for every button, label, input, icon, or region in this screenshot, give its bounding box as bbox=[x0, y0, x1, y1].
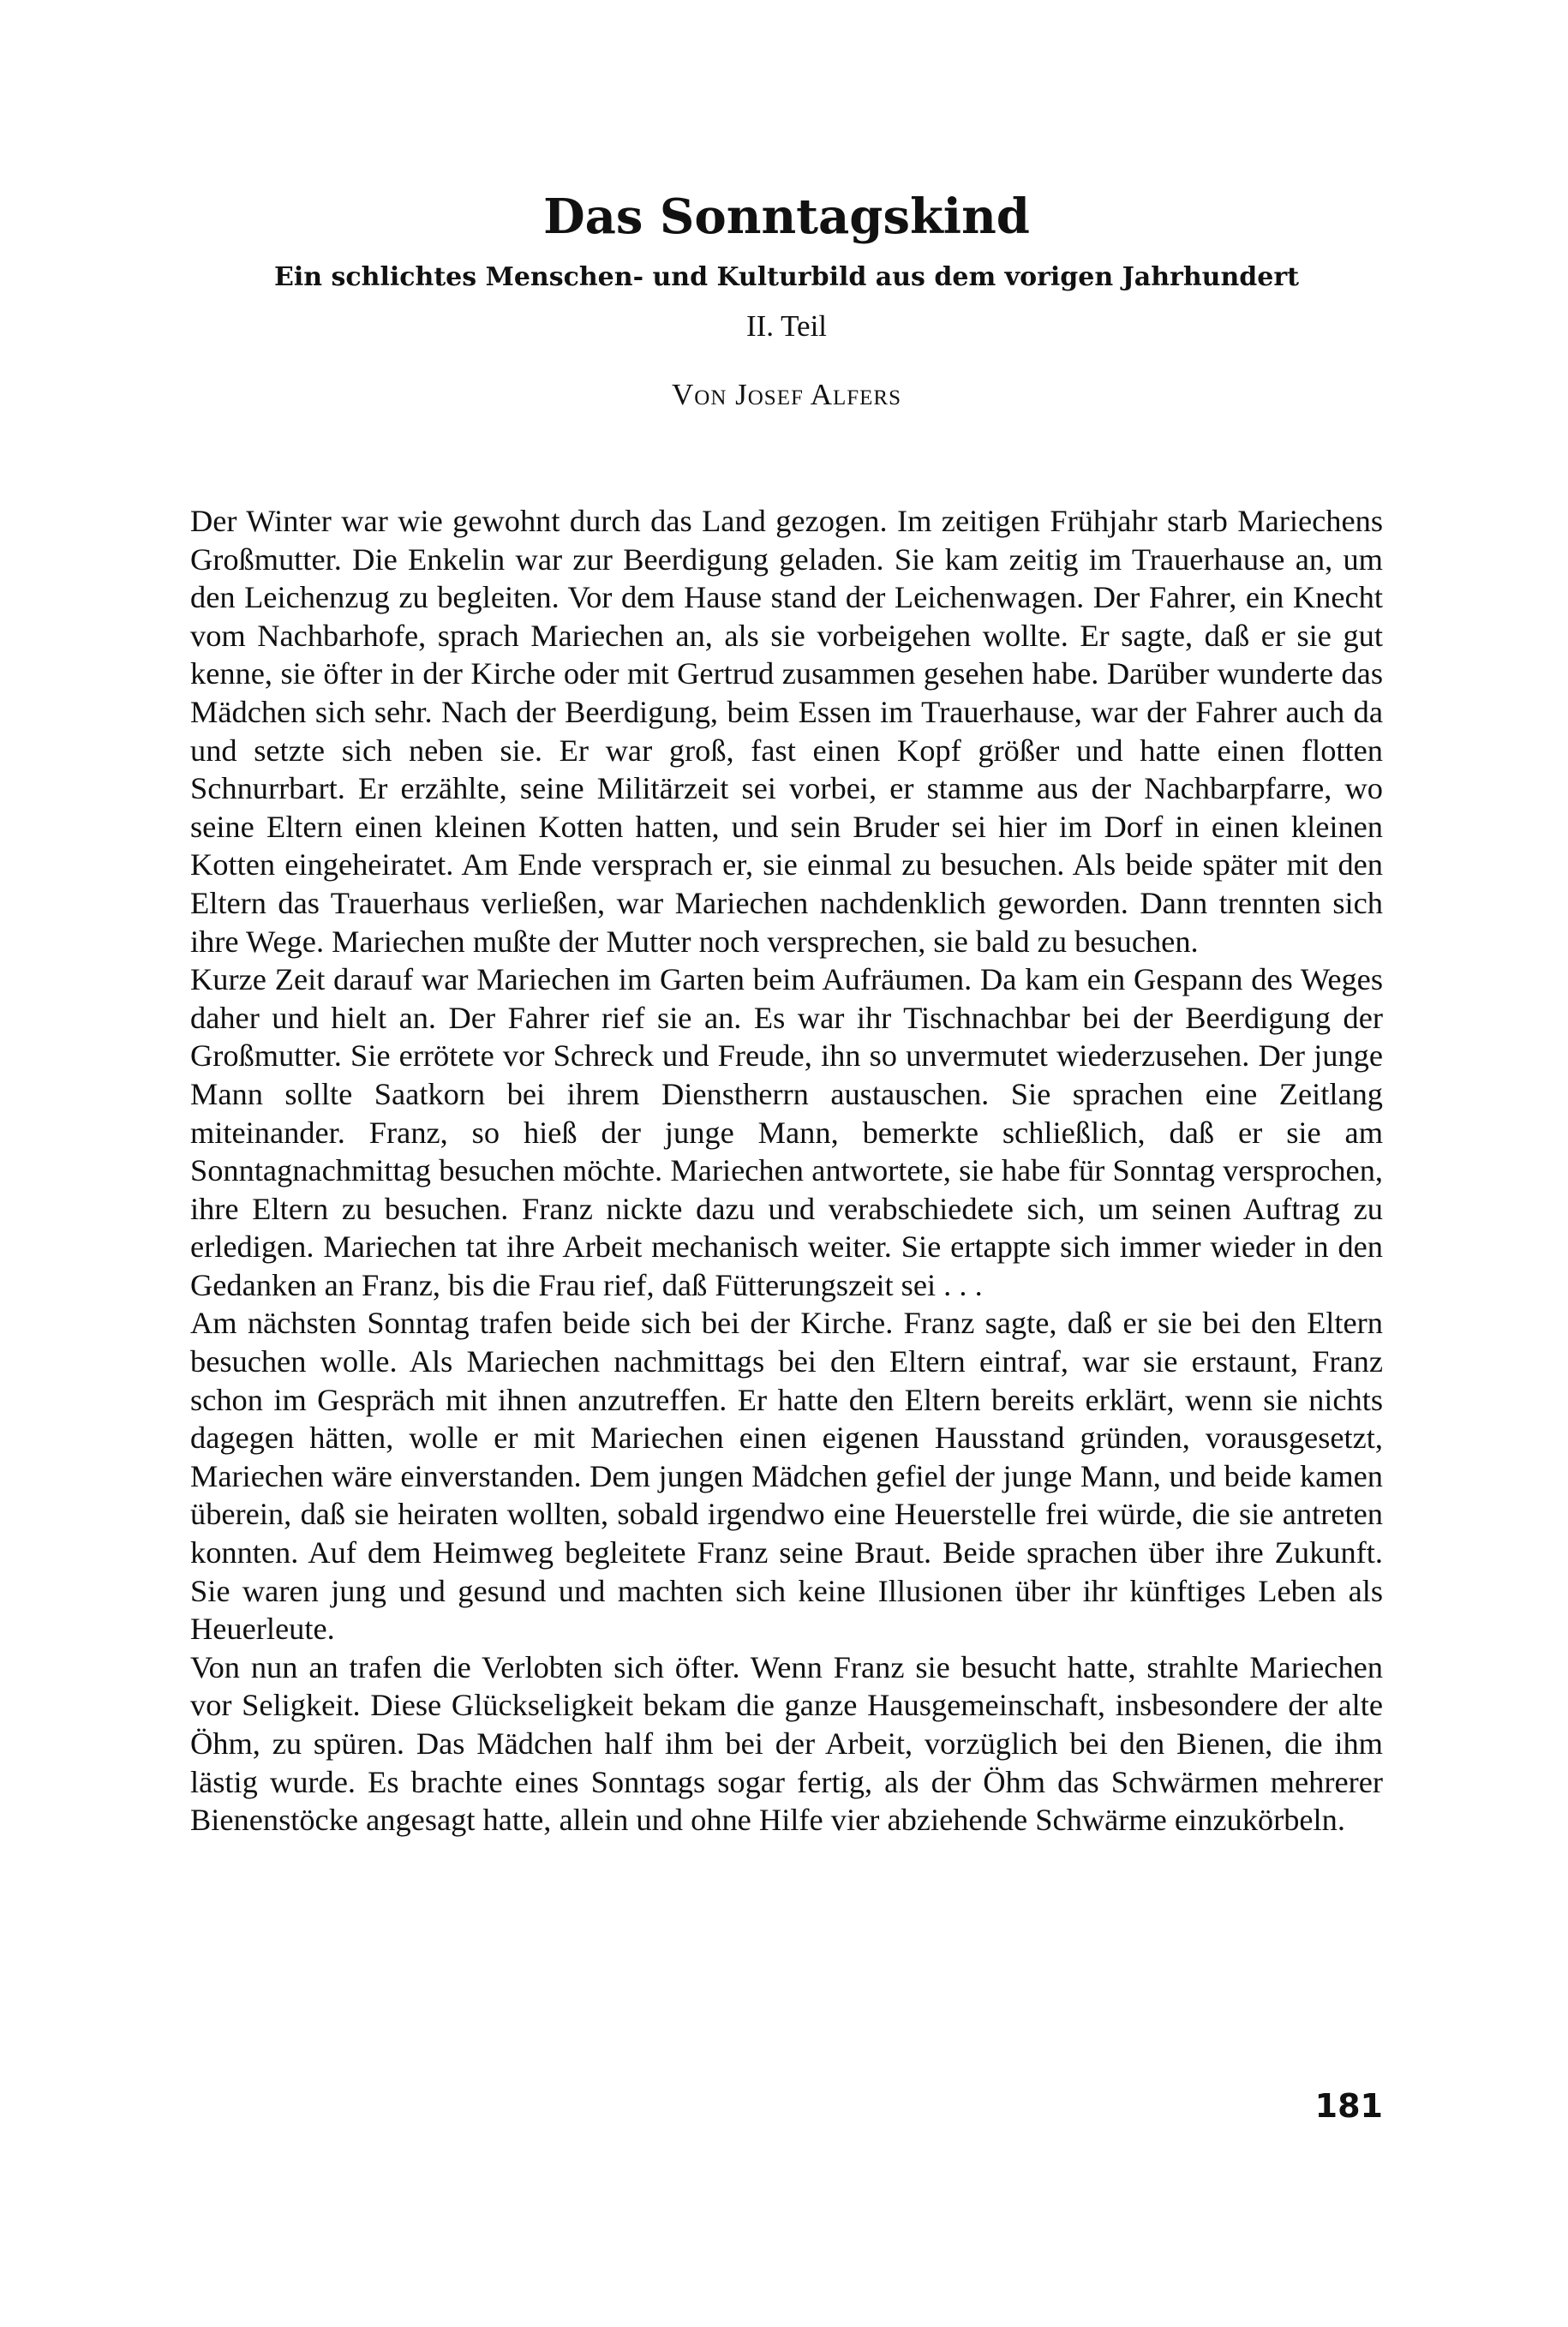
article bbox=[190, 188, 1383, 1839]
author-byline: Von Josef Alfers bbox=[671, 378, 901, 411]
article-title: Das Sonntagskind bbox=[543, 188, 1030, 245]
paragraph: Von nun an trafen die Verlobten sich öfter. Wenn Franz sie besucht hatte, strahlte Mariechen vor Seligkeit. Diese Glückseligkeit bekam die ganze Hausgemeinschaft, insbesondere der alte Öhm, zu spüren. Das Mädchen half ihm bei der Arbeit, vorzüglich bei den Bienen, die ihm lästig wurde. Es brachte eines Sonntags sogar fertig, als der Öhm das Schwärmen mehrerer Bienenstöcke angesagt hatte, allein und ohne Hilfe vier abziehende Schwärme einzukörbeln. bbox=[190, 1649, 1383, 1838]
paragraph: Der Winter war wie gewohnt durch das Land gezogen. Im zeitigen Frühjahr starb Mariechens Großmutter. Die Enkelin war zur Beerdigung geladen. Sie kam zeitig im Trauerhause an, um den Leichenzug zu begleiten. Vor dem Hause stand der Leichenwagen. Der Fahrer, ein Knecht vom Nachbarhofe, sprach Mariechen an, als sie vorbeigehen wollte. Er sagte, daß er sie gut kenne, sie öfter in der Kirche oder mit Gertrud zusammen gesehen habe. Darüber wunderte das Mädchen sich sehr. Nach der Beerdigung, beim Essen im Trauerhause, war der Fahrer auch da und setzte sich neben sie. Er war groß, fast einen Kopf größer und hatte einen flotten Schnurrbart. Er erzählte, seine Militärzeit sei vorbei, er stamme aus der Nachbarpfarre, wo seine Eltern einen kleinen Kotten hatten, und sein Bruder sei hier im Dorf in einen kleinen Kotten eingeheiratet. Am Ende versprach er, sie einmal zu besuchen. Als beide später mit den Eltern das Trauerhaus verließen, war Mariechen nachdenklich geworden. Dann trennten sich ihre Wege. Mariechen mußte der Mutter noch versprechen, sie bald zu besuchen. bbox=[190, 504, 1383, 959]
article-body bbox=[190, 502, 1383, 1839]
paragraph: Kurze Zeit darauf war Mariechen im Garten beim Aufräumen. Da kam ein Gespann des Weges daher und hielt an. Der Fahrer rief sie an. Es war ihr Tischnachbar bei der Beerdigung der Großmutter. Sie errötete vor Schreck und Freude, ihn so unvermutet wiederzusehen. Der junge Mann sollte Saatkorn bei ihrem Dienstherrn austauschen. Sie sprachen eine Zeitlang miteinander. Franz, so hieß der junge Mann, bemerkte schließlich, daß er sie am Sonntagnachmittag besuchen möchte. Mariechen antwortete, sie habe für Sonntag versprochen, ihre Eltern zu besuchen. Franz nickte dazu und verabschiedete sich, um seinen Auftrag zu erledigen. Mariechen tat ihre Arbeit mechanisch weiter. Sie ertappte sich immer wieder in den Gedanken an Franz, bis die Frau rief, daß Fütterungszeit sei . . . bbox=[190, 962, 1383, 1302]
page-number: 181 bbox=[1314, 2087, 1383, 2125]
paragraph: Am nächsten Sonntag trafen beide sich bei der Kirche. Franz sagte, daß er sie bei den Eltern besuchen wolle. Als Mariechen nachmittags bei den Eltern eintraf, war sie erstaunt, Franz schon im Gespräch mit ihnen anzutreffen. Er hatte den Eltern bereits erklärt, wenn sie nichts dagegen hätten, wolle er mit Mariechen einen eigenen Hausstand gründen, vorausgesetzt, Mariechen wäre einverstanden. Dem jungen Mädchen gefiel der junge Mann, und beide kamen überein, daß sie heiraten wollten, sobald irgendwo eine Heuerstelle frei würde, die sie antreten konnten. Auf dem Heimweg begleitete Franz seine Braut. Beide sprachen über ihre Zukunft. Sie waren jung und gesund und machten sich keine Illusionen über ihr künftiges Leben als Heuerleute. bbox=[190, 1306, 1383, 1647]
article-subtitle: Ein schlichtes Menschen- und Kulturbild aus dem vorigen Jahrhundert bbox=[273, 262, 1300, 292]
part-label: II. Teil bbox=[745, 309, 828, 343]
